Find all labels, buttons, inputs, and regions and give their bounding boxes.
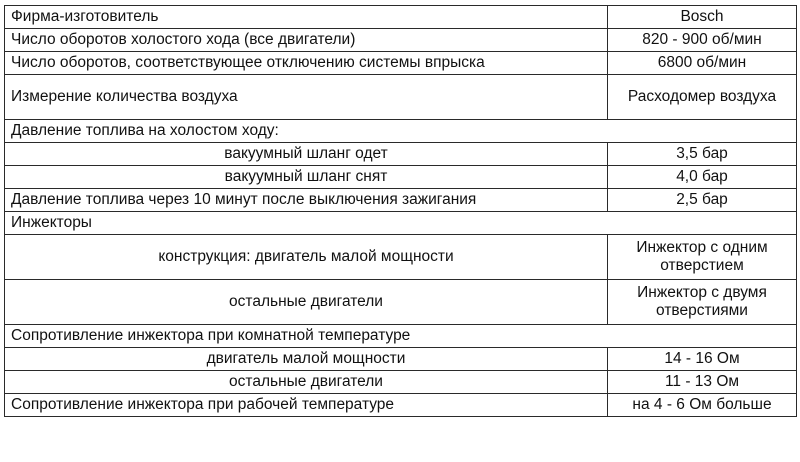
parameter-cell: Число оборотов, соответствующее отключению системы впрыска (5, 52, 608, 75)
value-cell: Инжектор с одним отверстием (608, 235, 797, 280)
sub-parameter-cell: конструкция: двигатель малой мощности (5, 235, 608, 280)
section-heading: Инжекторы (5, 212, 797, 235)
sub-parameter-cell: вакуумный шланг одет (5, 143, 608, 166)
spec-table-body (5, 6, 797, 417)
sub-parameter-cell: остальные двигатели (5, 371, 608, 394)
sub-parameter-cell: двигатель малой мощности (5, 348, 608, 371)
section-row (5, 212, 797, 235)
value-cell: на 4 - 6 Ом больше (608, 394, 797, 417)
value-cell: Bosch (608, 6, 797, 29)
sub-parameter-cell: вакуумный шланг снят (5, 166, 608, 189)
table-row (5, 371, 797, 394)
table-row (5, 280, 797, 325)
section-heading: Сопротивление инжектора при комнатной температуре (5, 325, 797, 348)
value-cell: 11 - 13 Ом (608, 371, 797, 394)
value-cell: 3,5 бар (608, 143, 797, 166)
parameter-cell: Измерение количества воздуха (5, 75, 608, 120)
parameter-cell: Давление топлива через 10 минут после выключения зажигания (5, 189, 608, 212)
table-row (5, 189, 797, 212)
parameter-cell: Сопротивление инжектора при рабочей температуре (5, 394, 608, 417)
value-cell: 6800 об/мин (608, 52, 797, 75)
table-row (5, 143, 797, 166)
value-cell: 4,0 бар (608, 166, 797, 189)
value-cell: 2,5 бар (608, 189, 797, 212)
section-row (5, 120, 797, 143)
value-cell: Расходомер воздуха (608, 75, 797, 120)
table-row (5, 166, 797, 189)
spec-table (4, 5, 797, 417)
table-row (5, 75, 797, 120)
parameter-cell: Число оборотов холостого хода (все двигатели) (5, 29, 608, 52)
value-cell: Инжектор с двумя отверстиями (608, 280, 797, 325)
parameter-cell: Фирма-изготовитель (5, 6, 608, 29)
table-row (5, 394, 797, 417)
section-row (5, 325, 797, 348)
value-cell: 14 - 16 Ом (608, 348, 797, 371)
table-row (5, 348, 797, 371)
table-row (5, 52, 797, 75)
section-heading: Давление топлива на холостом ходу: (5, 120, 797, 143)
sub-parameter-cell: остальные двигатели (5, 280, 608, 325)
table-row (5, 29, 797, 52)
table-row (5, 235, 797, 280)
table-row (5, 6, 797, 29)
value-cell: 820 - 900 об/мин (608, 29, 797, 52)
